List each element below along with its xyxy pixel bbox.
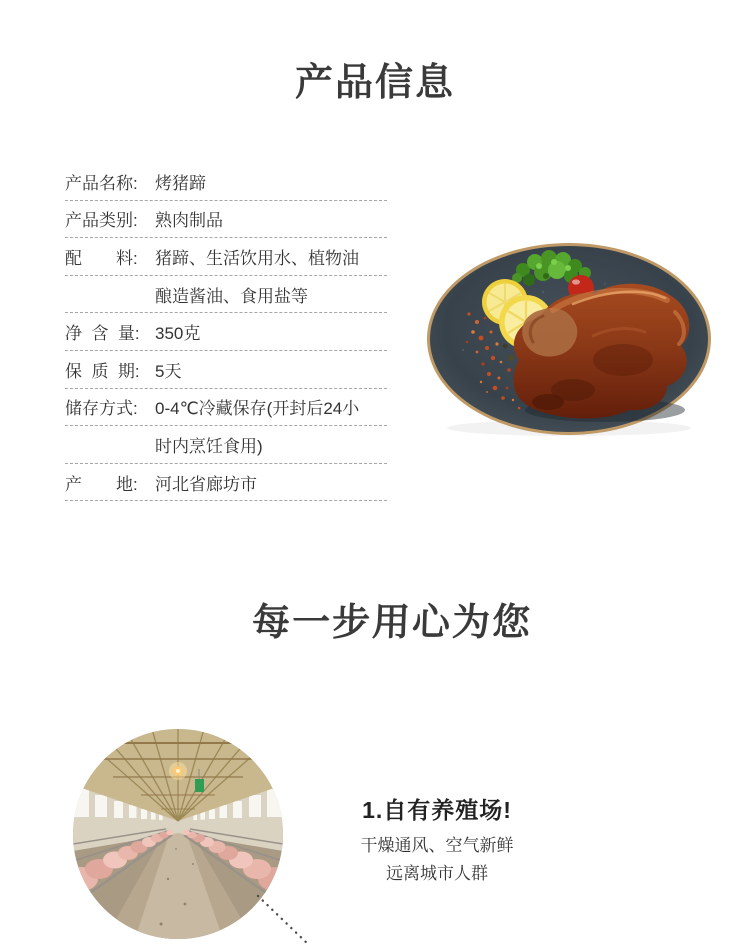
feature-line-2: 远离城市人群 (386, 864, 488, 883)
spec-row (65, 351, 387, 389)
spec-row (65, 426, 387, 464)
spec-row (65, 464, 387, 502)
dotted-connector-line (255, 893, 315, 949)
spec-value: 5天 (155, 361, 182, 381)
product-spec-table (65, 163, 387, 501)
spec-row (65, 313, 387, 351)
spec-label: 储存方式: (65, 399, 138, 419)
ceiling-light (169, 762, 187, 780)
trotter-plate-illustration (423, 240, 715, 438)
spec-value: 烤猪蹄 (155, 173, 206, 193)
product-photo (423, 240, 715, 438)
spec-row (65, 201, 387, 239)
spec-label: 保 质 期: (65, 361, 140, 381)
spec-value: 河北省廊坊市 (155, 474, 257, 494)
spec-label: 配 料: (65, 248, 138, 268)
spec-row (65, 238, 387, 276)
feature-line-1: 干燥通风、空气新鲜 (360, 836, 514, 855)
section-title-care: 每一步用心为您 (251, 602, 533, 644)
section-title-product-info: 产品信息 (294, 62, 455, 104)
spec-label: 产品类别: (65, 211, 138, 231)
spec-value: 时内烹饪食用) (155, 436, 263, 456)
spec-row (65, 276, 387, 314)
spec-label: 产 地: (65, 474, 138, 494)
pig-farm-illustration (73, 729, 283, 939)
spec-value: 酿造酱油、食用盐等 (155, 286, 308, 306)
spec-value: 猪蹄、生活饮用水、植物油 (155, 248, 359, 268)
spec-label: 净 含 量: (65, 324, 140, 344)
spec-label: 产品名称: (65, 173, 138, 193)
spec-row (65, 163, 387, 201)
feature-block (327, 797, 547, 888)
spec-row (65, 389, 387, 427)
farm-photo (73, 729, 283, 939)
spec-value: 0-4℃冷藏保存(开封后24小 (155, 399, 360, 419)
spec-value: 350克 (155, 324, 201, 344)
spec-value: 熟肉制品 (155, 211, 223, 231)
feature-heading: 1.自有养殖场! (362, 797, 512, 823)
